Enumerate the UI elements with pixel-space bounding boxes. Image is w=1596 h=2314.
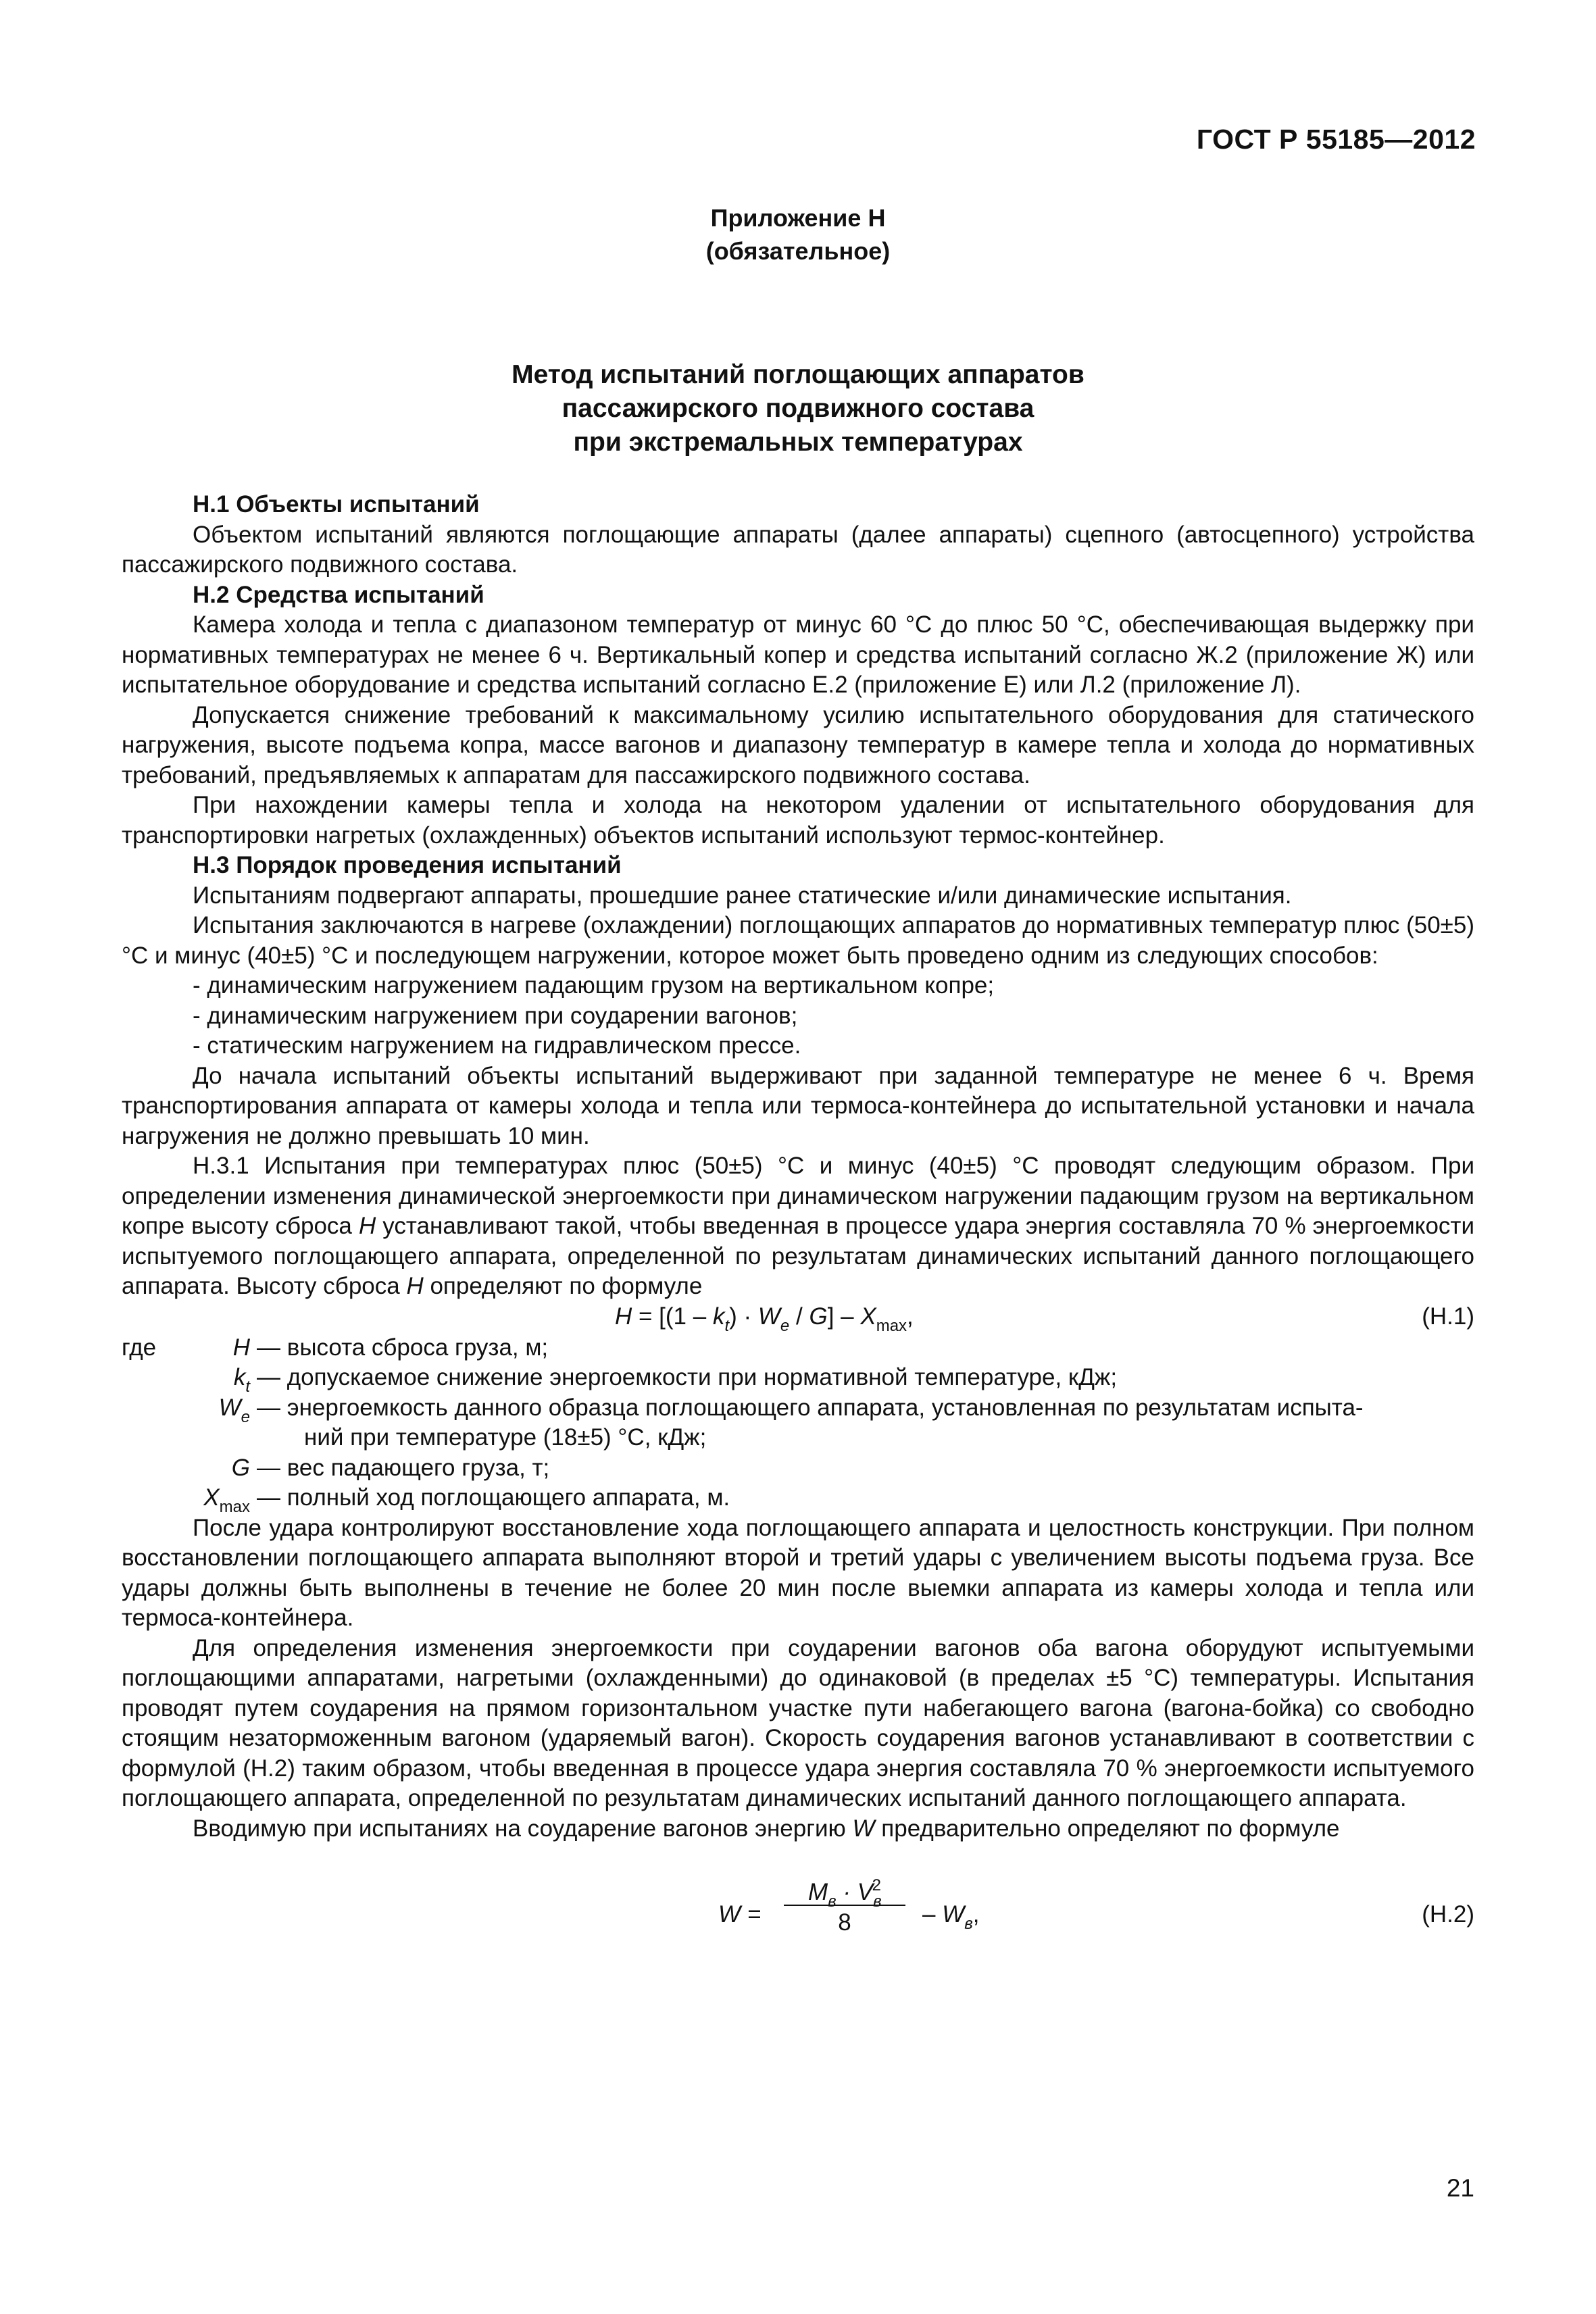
text-run: , (907, 1303, 914, 1330)
text-run: предварительно определяют по формуле (874, 1815, 1340, 1842)
symbol: W (218, 1394, 241, 1421)
text-run: Вводимую при испытаниях на соударение вагонов энергию (193, 1815, 853, 1842)
document-title (0, 358, 1596, 459)
legend-symbol (162, 1333, 250, 1363)
paragraph: Объектом испытаний являются поглощающие аппараты (далее аппараты) сцепного (автосцепного) устройства пассажирского подвижного состава. (122, 521, 1474, 578)
fraction-numerator (777, 1868, 912, 1911)
symbol: k (712, 1303, 725, 1330)
symbol: G (809, 1303, 828, 1330)
text-run: · (836, 1879, 857, 1905)
text-run: ] – (827, 1303, 861, 1330)
subscript: e (780, 1316, 790, 1335)
symbol: k (233, 1364, 246, 1390)
legend-row (122, 1483, 1474, 1516)
subscript: в (828, 1892, 837, 1911)
symbol-legend (122, 1333, 1474, 1516)
legend-description: — полный ход поглощающего аппарата, м. (257, 1484, 730, 1511)
paragraph: После удара контролируют восстановление хода поглощающего аппарата и целостность конструкции. При полном восстановлении поглощающего аппарата выполняют второй и третий удары с увеличением высоты подъема груза. Все удары должны быть выполнены в течение не более 20 мин после выемки аппарата из камеры холода и тепла или термоса-контейнера. (122, 1514, 1474, 1631)
formula-number: (Н.2) (1422, 1901, 1474, 1928)
symbol: W (942, 1901, 965, 1928)
formula-fraction (777, 1868, 912, 1938)
legend-symbol (162, 1483, 250, 1523)
legend-row (122, 1393, 1474, 1453)
symbol-h: H (358, 1213, 376, 1239)
legend-description: — вес падающего груза, т; (257, 1454, 550, 1481)
subscript: в (873, 1892, 882, 1911)
formula-h1 (122, 1302, 1474, 1333)
section-heading-h3: Н.3 Порядок проведения испытаний (193, 852, 622, 878)
text-run: Н.3.1 Испытания при температурах плюс (50±5) °С и минус (40±5) °С проводят следующим образом. При определении изменения динамической энергоемкости при динамическом нагружении падающим грузом на вертикальном копре высоту сброса (122, 1153, 1474, 1239)
text-run: = [(1 – (632, 1303, 713, 1330)
subscript: t (245, 1378, 250, 1396)
title-line-1: Метод испытаний поглощающих аппаратов (512, 360, 1084, 389)
paragraph: Испытания заключаются в нагреве (охлаждении) поглощающих аппаратов до нормативных температур плюс (50±5) °С и минус (40±5) °С и последующем нагружении, которое может быть проведено одним из следующих способов: (122, 912, 1474, 969)
legend-row (122, 1333, 1474, 1363)
symbol: X (860, 1303, 876, 1330)
paragraph: При нахождении камеры тепла и холода на некотором удалении от испытательного оборудования для транспортировки нагретых (охлажденных) объектов испытаний используют термос-контейнер. (122, 792, 1474, 849)
paragraph: Допускается снижение требований к максимальному усилию испытательного оборудования для статического нагружения, высоте подъема копра, массе вагонов и диапазону температур в камере тепла и холода до нормативных требований, предъявляемых к аппаратам для пассажирского подвижного состава. (122, 701, 1474, 788)
legend-description: — высота сброса груза, м; (257, 1334, 549, 1361)
symbol: X (203, 1484, 220, 1511)
title-line-2: пассажирского подвижного состава (562, 394, 1034, 423)
symbol: V (857, 1879, 874, 1905)
text-run: / (789, 1303, 809, 1330)
document-body (122, 490, 1474, 1963)
legend-symbol (162, 1393, 250, 1433)
text-run: устанавливают такой, чтобы введенная в процессе удара энергия составляла 70 % энергоемкости испытуемого поглощающего аппарата, определенной по результатам динамических испытаний данного поглощающего аппарата. Высоту сброса (122, 1213, 1474, 1299)
symbol-h: H (406, 1273, 424, 1299)
text-run: ) · (729, 1303, 758, 1330)
symbol: W (757, 1303, 780, 1330)
text-run: , (972, 1901, 980, 1928)
section-heading-h1: Н.1 Объекты испытаний (193, 491, 480, 518)
subscript: t (724, 1316, 730, 1335)
formula-number: (Н.1) (1422, 1303, 1474, 1330)
legend-lead: где (122, 1334, 157, 1361)
paragraph: Для определения изменения энергоемкости при соударении вагонов оба вагона оборудуют испытуемыми поглощающими аппаратами, нагретыми (охлажденными) до одинаковой (в пределах ±5 °С) температуры. Испытания проводят путем соударения на прямом горизонтальном участке пути набегающего вагона (вагона-бойка) со свободно стоящим незаторможенным вагоном (ударяемый вагон). Скорость соударения вагонов устанавливают в соответствии с формулой (Н.2) таким образом, чтобы введенная в процессе удара энергия составляла 70 % энергоемкости испытуемого поглощающего аппарата, определенной по результатам динамических испытаний данного поглощающего аппарата. (122, 1634, 1474, 1811)
list-item: - динамическим нагружением при соударении вагонов; (193, 1002, 798, 1029)
formula-rest (922, 1900, 980, 1940)
subscript: max (876, 1316, 907, 1335)
symbol: H (615, 1303, 632, 1330)
formula-lhs: W = (718, 1901, 762, 1928)
legend-row (122, 1453, 1474, 1484)
symbol: G (231, 1454, 250, 1481)
paragraph (122, 1814, 1474, 1844)
fraction-denominator: 8 (838, 1909, 851, 1936)
symbol: M (807, 1879, 828, 1905)
text-run: определяют по формуле (423, 1273, 703, 1299)
paragraph-h31 (122, 1151, 1474, 1302)
symbol-w: W (852, 1815, 875, 1842)
subscript: в (964, 1915, 973, 1933)
paragraph: До начала испытаний объекты испытаний выдерживают при заданной температуре не менее 6 ч. Время транспортирования аппарата от камеры холода и тепла или термоса-контейнера до испытательной установки и начала нагружения не должно превышать 10 мин. (122, 1062, 1474, 1149)
paragraph: Камера холода и тепла с диапазоном температур от минус 60 °С до плюс 50 °С, обеспечивающая выдержку при нормативных температурах не менее 6 ч. Вертикальный копер и средства испытаний согласно Ж.2 (приложение Ж) или испытательное оборудование и средства испытаний согласно Е.2 (приложение Е) или Л.2 (приложение Л). (122, 611, 1474, 698)
paragraph: Испытаниям подвергают аппараты, прошедшие ранее статические и/или динамические испытания. (193, 882, 1292, 909)
title-line-3: при экстремальных температурах (573, 428, 1023, 457)
legend-row (122, 1363, 1474, 1396)
formula-h2 (122, 1868, 1474, 1963)
text-run: – (922, 1901, 943, 1928)
appendix-status: (обязательное) (705, 237, 891, 265)
appendix-title: Приложение Н (710, 204, 886, 232)
legend-description: — энергоемкость данного образца поглощающего аппарата, установленная по результатам испыта- (257, 1394, 1364, 1421)
subscript: e (241, 1407, 250, 1426)
list-item: - статическим нагружением на гидравлическом прессе. (193, 1032, 801, 1059)
page-number: 21 (1446, 2174, 1474, 2202)
subscript: max (219, 1498, 250, 1516)
legend-description: — допускаемое снижение энергоемкости при нормативной температуре, кДж; (257, 1364, 1118, 1390)
legend-description-continued: ний при температуре (18±5) °С, кДж; (304, 1424, 707, 1451)
list-item: - динамическим нагружением падающим грузом на вертикальном копре; (193, 972, 995, 999)
section-heading-h2: Н.2 Средства испытаний (193, 581, 484, 608)
document-standard-number: ГОСТ Р 55185—2012 (1196, 124, 1476, 155)
symbol: H (232, 1334, 250, 1361)
appendix-heading (0, 201, 1596, 268)
legend-symbol (162, 1453, 250, 1484)
superscript: 2 (872, 1876, 882, 1894)
